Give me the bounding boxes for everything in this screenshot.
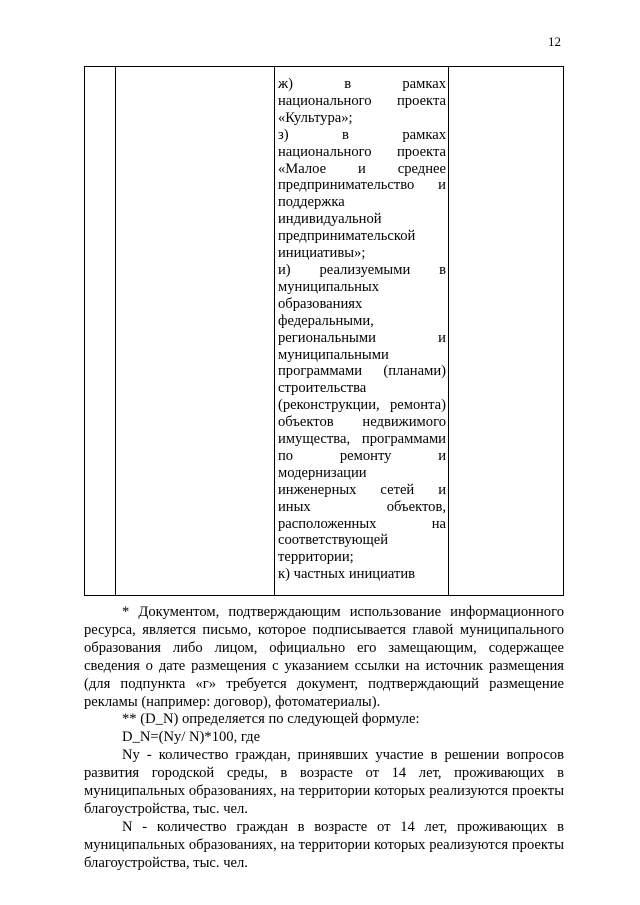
- cell-line: по ремонту и: [278, 447, 446, 464]
- table-cell-text: [278, 76, 446, 583]
- column-divider: [274, 67, 275, 595]
- cell-line: и) реализуемыми в: [278, 261, 446, 278]
- ny-definition: Ny - количество граждан, принявших участие в решении вопросов развития городской среды, в возрасте от 14 лет, проживающих в муниципальных образованиях, на территории которых реализуются проекты благоустройства, тыс. чел.: [84, 747, 564, 817]
- cell-line: региональными и: [278, 329, 446, 346]
- column-divider: [448, 67, 449, 595]
- cell-line: индивидуальной: [278, 211, 382, 228]
- cell-line: ж) в рамках: [278, 76, 446, 92]
- cell-line: модернизации: [278, 464, 367, 481]
- cell-line: объектов недвижимого: [278, 414, 446, 431]
- cell-line: территории;: [278, 549, 354, 566]
- cell-line: муниципальными: [278, 346, 389, 363]
- footnotes: [84, 604, 564, 873]
- cell-line: инициативы»;: [278, 245, 366, 262]
- cell-line: «Культура»;: [278, 109, 353, 126]
- cell-line: национального проекта: [278, 92, 446, 109]
- formula: D_N=(Ny/ N)*100, где: [122, 729, 261, 746]
- cell-line: муниципальных: [278, 278, 380, 295]
- cell-line: (реконструкции, ремонта): [278, 397, 446, 414]
- cell-line: соответствующей: [278, 532, 389, 549]
- cell-line: строительства: [278, 380, 367, 397]
- cell-line: иных объектов,: [278, 498, 446, 515]
- cell-line: имущества, программами: [278, 431, 446, 448]
- cell-line: национального проекта: [278, 143, 446, 160]
- cell-line: расположенных на: [278, 515, 446, 532]
- cell-line: з) в рамках: [278, 126, 446, 143]
- cell-line: поддержка: [278, 194, 345, 211]
- page-number: 12: [548, 34, 561, 49]
- cell-line: «Малое и среднее: [278, 160, 446, 177]
- column-divider: [115, 67, 116, 595]
- cell-line: предпринимательство и: [278, 177, 446, 194]
- cell-line: образованиях: [278, 295, 363, 312]
- footnote-2: ** (D_N) определяется по следующей формуле:: [122, 711, 420, 728]
- cell-line: к) частных инициатив: [278, 566, 416, 583]
- cell-line: федеральными,: [278, 312, 374, 329]
- footnote-1: * Документом, подтверждающим использование информационного ресурса, является письмо, которое подписывается главой муниципального образования либо лицом, официально его замещающим, содержащее сведения о дате размещения с указанием ссылки на источник размещения (для подпункта «г» требуется документ, подтверждающий размещение рекламы (например: договор), фотоматериалы).: [84, 604, 564, 710]
- cell-line: инженерных сетей и: [278, 481, 446, 498]
- cell-line: программами (планами): [278, 363, 446, 380]
- n-definition: N - количество граждан в возрасте от 14 лет, проживающих в муниципальных образованиях, на территории которых реализуются проекты благоустройства, тыс. чел.: [84, 818, 564, 871]
- cell-line: предпринимательской: [278, 228, 416, 245]
